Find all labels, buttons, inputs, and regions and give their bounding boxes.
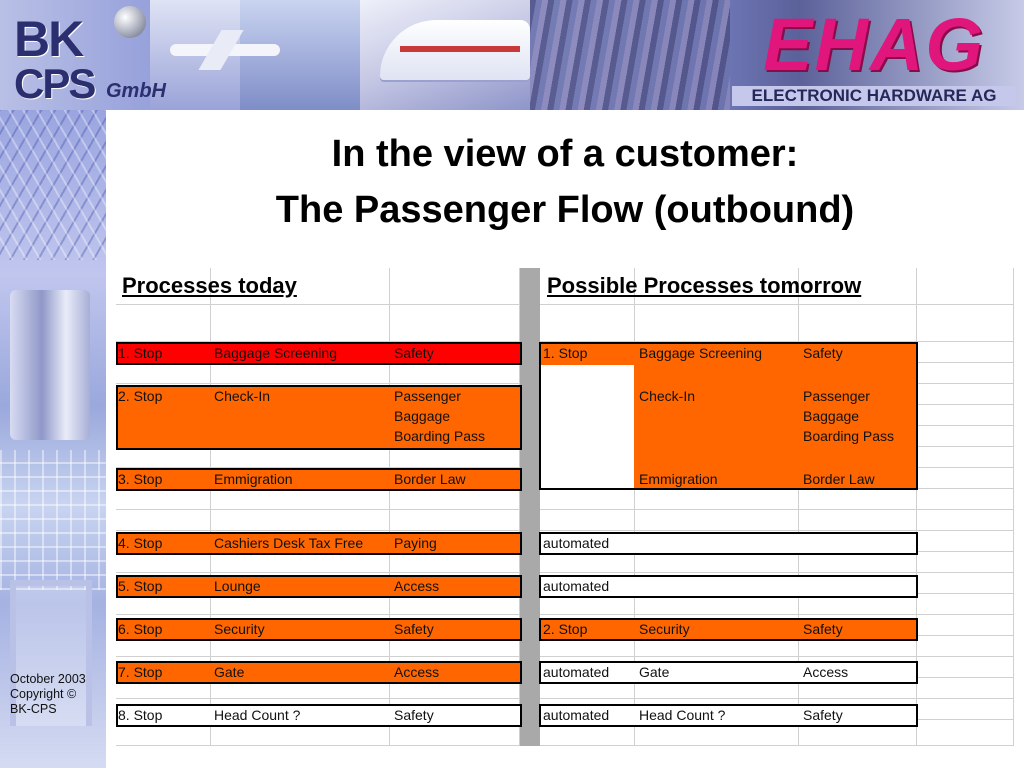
tomorrow-purpose-cell: Safety [803, 707, 843, 723]
sphere-icon [114, 6, 146, 38]
grid-cell [917, 573, 1014, 594]
today-process-cell: Baggage Screening [214, 345, 337, 361]
tower-graphic [0, 110, 106, 260]
tomorrow-purpose-cell: Safety [803, 621, 843, 637]
today-purpose-cell: Safety [394, 345, 434, 361]
ehag-logo-subtitle: ELECTRONIC HARDWARE AG [732, 86, 1016, 106]
grid-cell [390, 268, 520, 305]
tomorrow-row-6 [539, 618, 918, 641]
tomorrow-process-cell: Head Count ? [639, 707, 726, 723]
grid-cell [635, 489, 799, 510]
title-line-1: In the view of a customer: [331, 133, 799, 175]
left-sidebar-collage [0, 110, 106, 768]
today-process-cell: Gate [214, 664, 245, 680]
today-header: Processes today [122, 273, 297, 298]
today-stop-cell: 8. Stop [118, 707, 163, 723]
grid-cell [540, 510, 635, 531]
grid-cell [917, 468, 1014, 489]
tomorrow-header: Possible Processes tomorrow [547, 273, 862, 298]
today-purpose-cell: Access [394, 578, 440, 594]
footer-note [10, 672, 106, 717]
bk-cps-logo [10, 6, 170, 106]
slide-title [106, 126, 1024, 238]
footer-copyright: Copyright © [10, 687, 77, 701]
grid-cell [211, 363, 390, 384]
grid-cell [917, 636, 1014, 657]
grid-cell [540, 552, 635, 573]
today-purpose-cell: Passenger [394, 388, 461, 404]
tomorrow-stop-cell: automated [543, 535, 610, 551]
tomorrow-purpose-cell: Border Law [803, 471, 875, 487]
grid-cell [540, 305, 635, 342]
airplane-icon [170, 44, 280, 56]
grid-cell [390, 489, 520, 510]
grid-cell [116, 510, 211, 531]
tomorrow-process-cell: Gate [639, 664, 670, 680]
today-stop-cell: 5. Stop [118, 578, 163, 594]
grid-cell [799, 510, 917, 531]
ehag-logo-text: EHAG [763, 3, 985, 86]
today-row-5 [116, 575, 522, 598]
logo-bk-text: BK [14, 11, 83, 67]
grid-cell [635, 510, 799, 531]
title-line-2: The Passenger Flow (outbound) [275, 189, 855, 231]
grid-cell [917, 594, 1014, 615]
tomorrow-blank-area [541, 365, 634, 488]
logo-cps-text: CPS [14, 60, 95, 107]
grid-cell [799, 305, 917, 342]
tomorrow-stop-cell: automated [543, 578, 610, 594]
tomorrow-purpose-cell: Safety [803, 345, 843, 361]
today-stop-cell: 2. Stop [118, 388, 163, 404]
today-purpose-cell: Boarding Pass [394, 428, 486, 444]
grid-cell [211, 305, 390, 342]
grid-cell [917, 489, 1014, 510]
footer-date: October 2003 [10, 672, 86, 686]
grid-cell [917, 426, 1014, 447]
grid-cell [917, 268, 1014, 305]
grid-cell [917, 342, 1014, 363]
grid-cell [917, 615, 1014, 636]
tomorrow-process-cell: Baggage Screening [639, 345, 762, 361]
grid-cell [211, 552, 390, 573]
grid-cell [799, 489, 917, 510]
today-purpose-cell: Safety [394, 621, 434, 637]
grid-cell [116, 489, 211, 510]
today-stop-cell: 6. Stop [118, 621, 163, 637]
column-divider [520, 268, 540, 746]
grid-cell [540, 489, 635, 510]
today-row-8 [116, 704, 522, 727]
tomorrow-stop-cell: automated [543, 707, 610, 723]
today-process-cell: Check-In [214, 388, 271, 404]
grid-cell [116, 447, 211, 468]
today-stop-cell: 4. Stop [118, 535, 163, 551]
grid-cell [390, 447, 520, 468]
grid-cell [917, 363, 1014, 384]
tomorrow-stop-cell: automated [543, 664, 610, 680]
tomorrow-purpose-cell: Boarding Pass [803, 428, 895, 444]
grid-cell [917, 678, 1014, 699]
grid-cell [211, 489, 390, 510]
logo-gmbh-text: GmbH [106, 80, 166, 102]
today-process-cell: Emmigration [214, 471, 293, 487]
today-process-cell: Cashiers Desk Tax Free [214, 535, 364, 551]
tomorrow-stop-cell: 2. Stop [543, 621, 588, 637]
turnstile-graphic [10, 290, 90, 440]
today-purpose-cell: Baggage [394, 408, 451, 424]
today-purpose-cell: Access [394, 664, 440, 680]
grid-cell [116, 363, 211, 384]
grid-cell [211, 510, 390, 531]
today-stop-cell: 7. Stop [118, 664, 163, 680]
grid-graphic [0, 450, 106, 590]
today-process-cell: Lounge [214, 578, 261, 594]
tomorrow-stop-cell: 1. Stop [543, 345, 588, 361]
today-stop-cell: 3. Stop [118, 471, 163, 487]
grid-cell [917, 384, 1014, 405]
tomorrow-purpose-cell: Baggage [803, 408, 860, 424]
today-purpose-cell: Border Law [394, 471, 466, 487]
grid-cell [917, 405, 1014, 426]
grid-cell [917, 720, 1014, 746]
tomorrow-process-cell: Check-In [639, 388, 696, 404]
banner-photo-crowd [530, 0, 730, 110]
grid-cell [799, 552, 917, 573]
tomorrow-purpose-cell: Passenger [803, 388, 870, 404]
grid-cell [917, 447, 1014, 468]
today-stop-cell: 1. Stop [118, 345, 163, 361]
grid-cell [390, 363, 520, 384]
tomorrow-process-cell: Emmigration [639, 471, 718, 487]
grid-cell [917, 657, 1014, 678]
grid-cell [116, 552, 211, 573]
header-banner [0, 0, 1024, 110]
grid-cell [917, 305, 1014, 342]
today-purpose-cell: Safety [394, 707, 434, 723]
tomorrow-process-cell: Security [639, 621, 690, 637]
grid-cell [917, 699, 1014, 720]
grid-cell [635, 305, 799, 342]
ehag-logo [728, 3, 1020, 106]
today-process-cell: Security [214, 621, 265, 637]
grid-cell [390, 305, 520, 342]
grid-cell [917, 552, 1014, 573]
grid-cell [917, 531, 1014, 552]
grid-cell [917, 510, 1014, 531]
grid-cell [635, 552, 799, 573]
today-row-6 [116, 618, 522, 641]
grid-cell [211, 447, 390, 468]
today-row-7 [116, 661, 522, 684]
today-purpose-cell: Paying [394, 535, 437, 551]
grid-cell [116, 305, 211, 342]
grid-cell [390, 510, 520, 531]
today-process-cell: Head Count ? [214, 707, 301, 723]
grid-cell [390, 552, 520, 573]
tomorrow-purpose-cell: Access [803, 664, 849, 680]
footer-owner: BK-CPS [10, 702, 57, 716]
